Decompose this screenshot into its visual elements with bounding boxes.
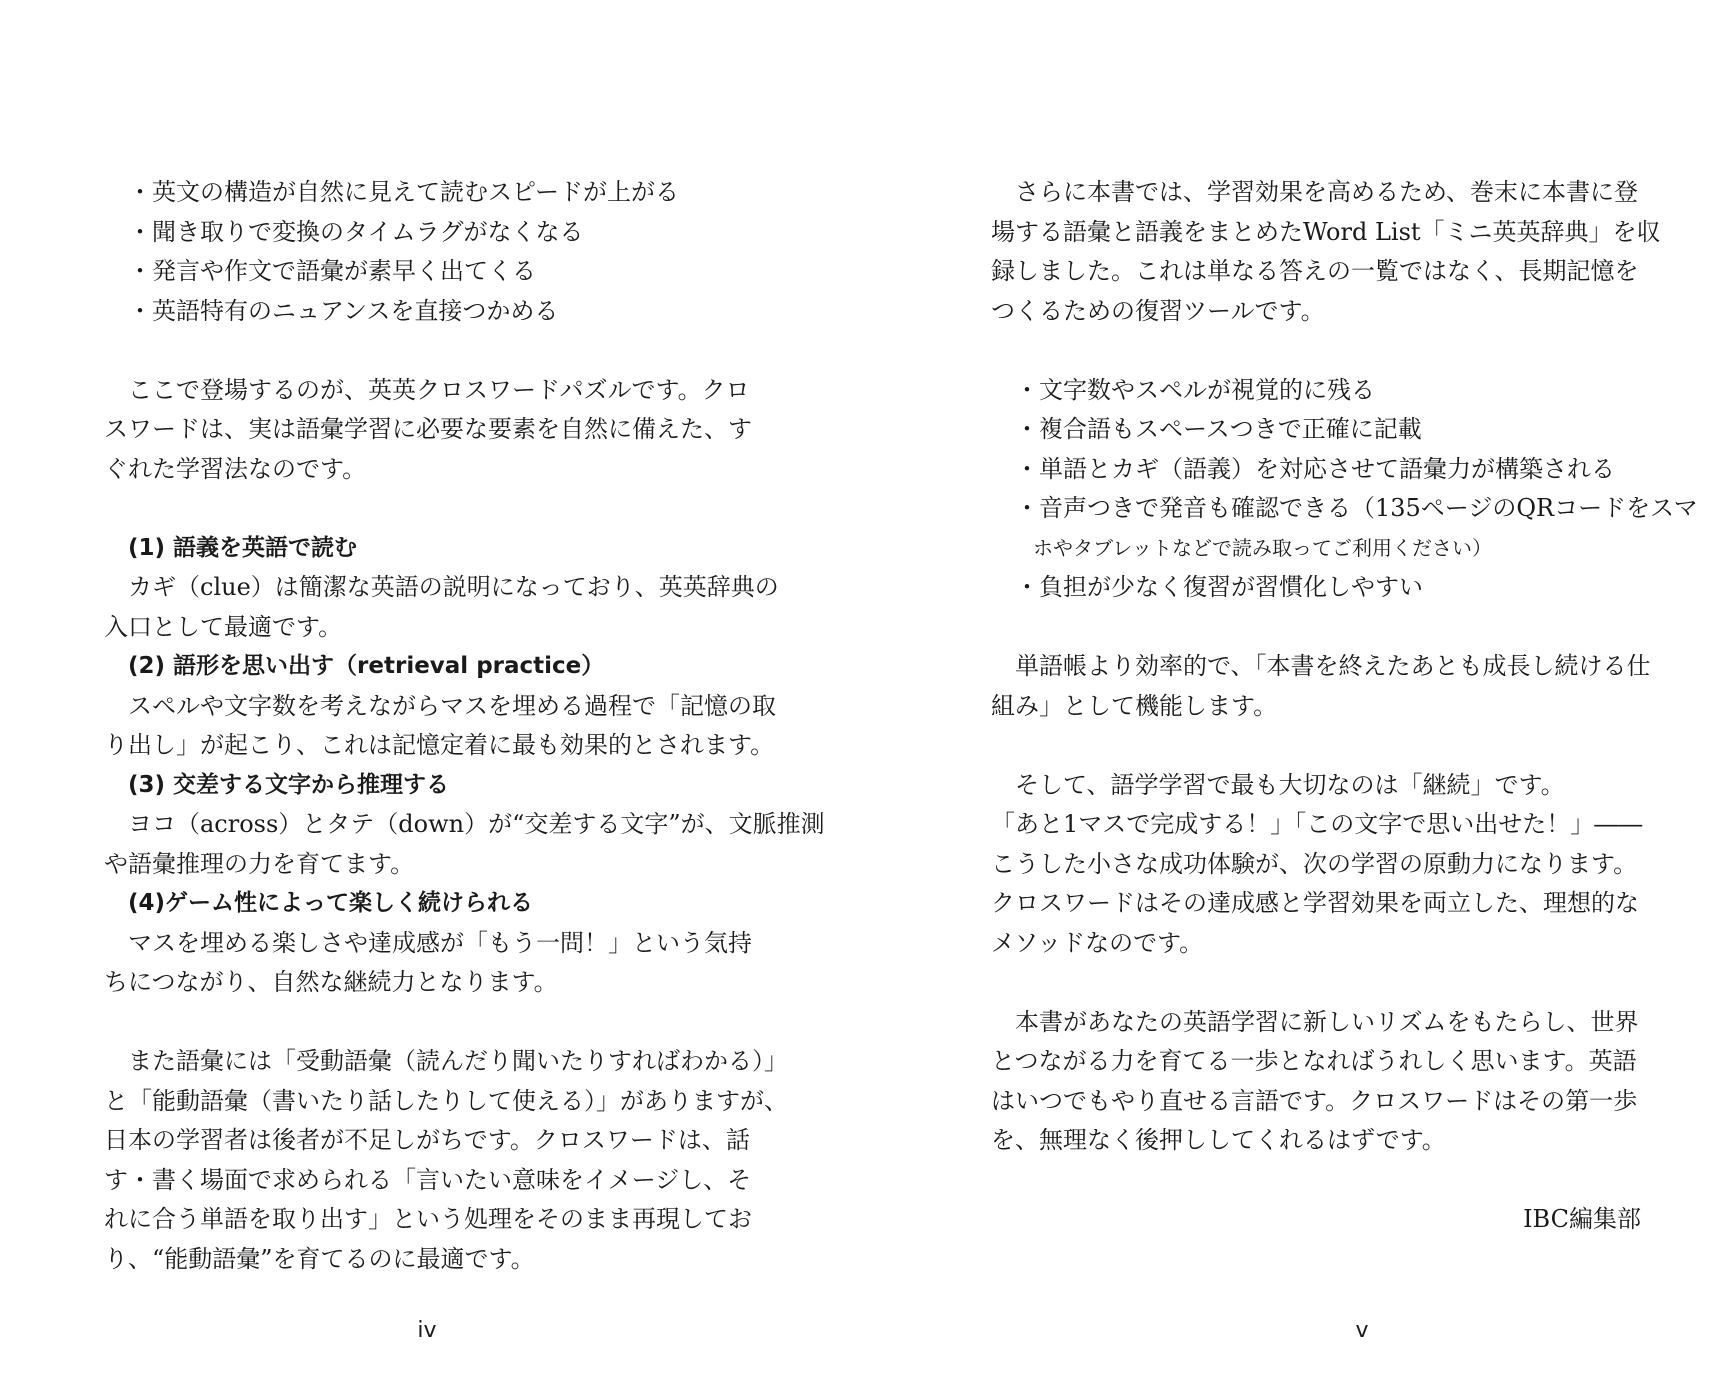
paragraph-line: とつながる力を育てる一歩となればうれしく思います。英語 [991, 1047, 1637, 1075]
paragraph-line: カギ（clue）は簡潔な英語の説明になっており、英英辞典の [128, 573, 779, 601]
paragraph-line: 録しました。これは単なる答えの一覧ではなく、長期記憶を [991, 257, 1639, 285]
paragraph-line: クロスワードはその達成感と学習効果を両立した、理想的な [991, 889, 1639, 917]
page-number: v [1355, 1318, 1369, 1343]
paragraph-line: 単語帳より効率的で、「本書を終えたあとも成長し続ける仕 [1015, 652, 1651, 680]
paragraph-line: はいつでもやり直せる言語です。クロスワードはその第一歩 [991, 1086, 1638, 1115]
section-heading: (3) 交差する文字から推理する [128, 771, 450, 798]
paragraph-gap [991, 331, 1641, 371]
paragraph-line: や語彙推理の力を育てます。 [104, 849, 415, 878]
section-heading: (1) 語義を英語で読む [128, 534, 358, 561]
bullet-item-continuation: ホやタブレットなどで読み取ってご利用ください） [1033, 535, 1492, 560]
paragraph-gap [991, 963, 1641, 1003]
paragraph-line: また語彙には「受動語彙（読んだり聞いたりすればわかる）」 [128, 1047, 788, 1075]
paragraph-line: スワードは、実は語彙学習に必要な要素を自然に備えた、す [104, 415, 752, 443]
paragraph-gap [104, 331, 754, 371]
bullet-item: ・文字数やスペルが視覚的に残る [1015, 375, 1375, 404]
paragraph-line: 組み」として機能します。 [991, 691, 1278, 720]
right-page [866, 0, 1732, 1394]
paragraph-line: 入口として最適です。 [104, 612, 343, 641]
paragraph-line: スペルや文字数を考えながらマスを埋める過程で「記憶の取 [128, 691, 776, 720]
right-page-text [991, 173, 1698, 1240]
paragraph-line: ぐれた学習法なのです。 [104, 454, 367, 483]
paragraph-line: ここで登場するのが、英英クロスワードパズルです。クロ [128, 375, 750, 404]
paragraph-gap [991, 726, 1641, 766]
bullet-item: ・発言や作文で語彙が素早く出てくる [128, 257, 536, 285]
paragraph-line: さらに本書では、学習効果を高めるため、巻末に本書に登 [1015, 178, 1639, 206]
paragraph-gap [991, 1161, 1641, 1201]
paragraph-line: マスを埋める楽しさや達成感が「もう一問！」という気持 [128, 928, 752, 957]
bullet-item: ・複合語もスペースつきで正確に記載 [1015, 415, 1422, 443]
paragraph-line: 日本の学習者は後者が不足しがちです。クロスワードは、話 [104, 1126, 750, 1154]
paragraph-line: つくるための復習ツールです。 [991, 296, 1325, 325]
paragraph-line: り出し」が起こり、これは記憶定着に最も効果的とされます。 [104, 731, 775, 759]
paragraph-line: す・書く場面で求められる「言いたい意味をイメージし、そ [104, 1165, 752, 1194]
paragraph-line: こうした小さな成功体験が、次の学習の原動力になります。 [991, 849, 1638, 878]
paragraph-line: れに合う単語を取り出す」という処理をそのまま再現してお [104, 1205, 752, 1233]
paragraph-line: ちにつながり、自然な継続力となります。 [104, 968, 558, 996]
paragraph-gap [104, 1003, 754, 1043]
paragraph-line: メソッドなのです。 [991, 928, 1204, 957]
section-heading: (2) 語形を思い出す（retrieval practice） [128, 653, 605, 679]
bullet-item: ・聞き取りで変換のタイムラグがなくなる [128, 217, 584, 246]
section-heading: (4)ゲーム性によって楽しく続けられる [128, 890, 534, 916]
paragraph-line: そして、語学学習で最も大切なのは「継続」です。 [1015, 770, 1565, 799]
bullet-item: ・単語とカギ（語義）を対応させて語彙力が構築される [1015, 454, 1615, 483]
paragraph-line: と「能動語彙（書いたり話したりして使える）」がありますが、 [104, 1086, 788, 1115]
paragraph-line: 本書があなたの英語学習に新しいリズムをもたらし、世界 [1015, 1007, 1639, 1036]
paragraph-line: り、“能動語彙”を育てるのに最適です。 [104, 1244, 535, 1273]
bullet-item: ・英語特有のニュアンスを直接つかめる [128, 296, 559, 325]
paragraph-line: を、無理なく後押ししてくれるはずです。 [991, 1126, 1446, 1154]
paragraph-gap [104, 489, 754, 529]
bullet-item: ・音声つきで発音も確認できる（135ページのQRコードをスマ [1015, 494, 1698, 522]
paragraph-line: 「あと1マスで完成する！」「この文字で思い出せた！」―― [991, 810, 1643, 838]
paragraph-gap [991, 608, 1641, 648]
left-page-text [104, 173, 825, 1279]
paragraph-line: ヨコ（across）とタテ（down）が“交差する文字”が、文脈推測 [128, 810, 825, 838]
signature: IBC編集部 [1523, 1205, 1641, 1233]
bullet-item: ・負担が少なく復習が習慣化しやすい [1015, 573, 1423, 601]
bullet-item: ・英文の構造が自然に見えて読むスピードが上がる [128, 178, 680, 206]
paragraph-line: 場する語彙と語義をまとめたWord List「ミニ英英辞典」を収 [991, 217, 1661, 246]
page-number: iv [417, 1318, 437, 1343]
